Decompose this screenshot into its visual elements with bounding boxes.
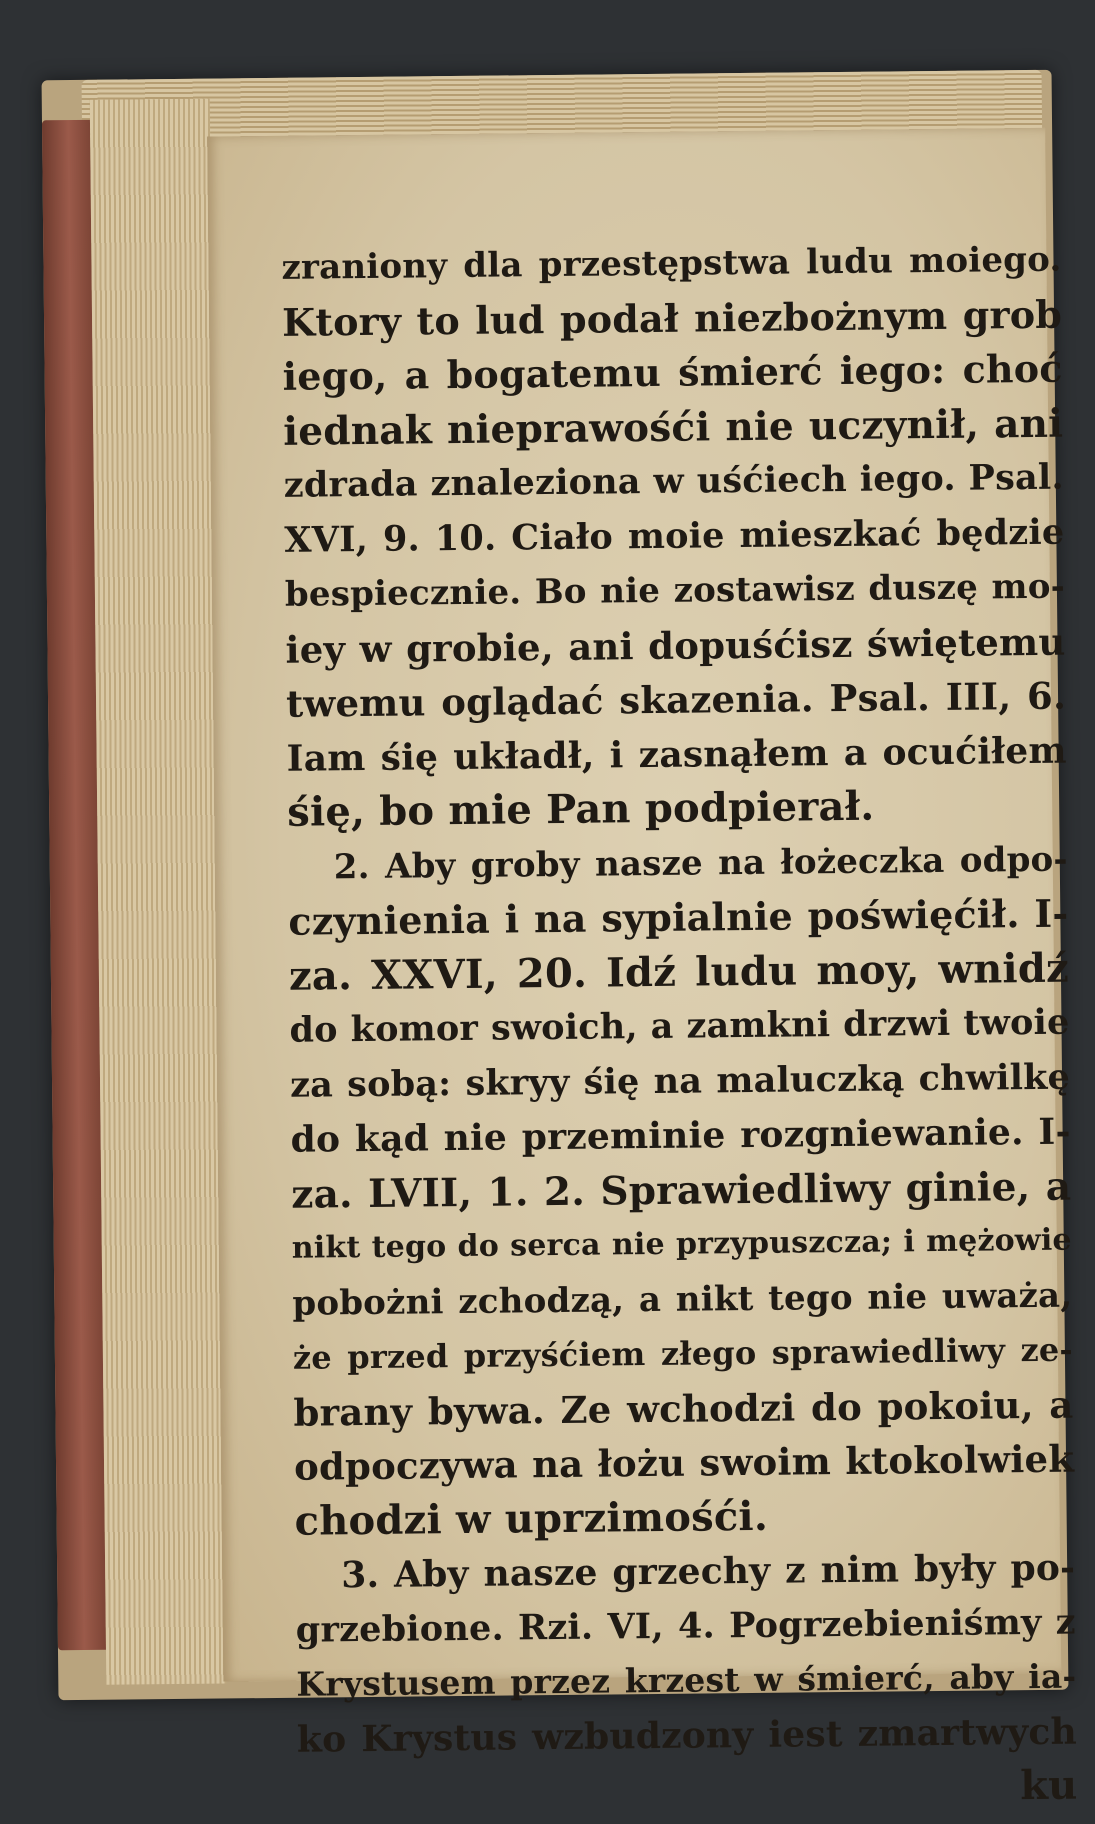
text-line: że przed przyśćiem złego sprawiedliwy ze- bbox=[292, 1330, 1074, 1377]
text-line: do komor swoich, a zamkni drzwi twoie bbox=[289, 1001, 1070, 1051]
text-line: grzebione. Rzi. VI, 4. Pogrzebieniśmy z bbox=[295, 1601, 1076, 1651]
text-line: iego, a bogatemu śmierć iego: choć bbox=[282, 345, 1063, 399]
text-line: Krystusem przez krzest w śmierć, aby ia- bbox=[296, 1656, 1077, 1704]
text-line: chodzi w uprzimośći. bbox=[294, 1492, 769, 1545]
book-page bbox=[207, 128, 1078, 1810]
top-page-edges bbox=[82, 70, 1043, 138]
text-line: ko Krystus wzbudzony iest zmartwych bbox=[296, 1710, 1078, 1761]
text-line: zraniony dla przestępstwa ludu moiego. bbox=[281, 239, 1062, 288]
text-line: za. LVII, 1. 2. Sprawiedliwy ginie, a bbox=[290, 1163, 1072, 1218]
text-line: czynienia i na sypialnie poświęćił. I- bbox=[288, 890, 1069, 944]
text-line: zdrada znaleziona w uśćiech iego. Psal. bbox=[283, 456, 1064, 506]
text-line: bespiecznie. Bo nie zostawisz duszę mo- bbox=[284, 566, 1066, 615]
catchword: ku bbox=[1020, 1761, 1078, 1810]
text-line: brany bywa. Ze wchodzi do pokoiu, a bbox=[293, 1382, 1074, 1435]
text-line: 2. Aby groby nasze na łożeczka odpo- bbox=[333, 839, 1068, 887]
text-line: 3. Aby nasze grzechy z nim były po- bbox=[340, 1546, 1076, 1597]
text-line: odpoczywa na łożu swoim ktokolwiek bbox=[293, 1436, 1075, 1489]
text-line: śię, bo mie Pan podpierał. bbox=[286, 782, 875, 836]
text-line: Ktory to lud podał niezbożnym grob bbox=[281, 291, 1063, 345]
text-line: Iam śię układł, i zasnąłem a ocućiłem bbox=[286, 729, 1067, 780]
text-line: za sobą: skryy śię na maluczką chwilkę bbox=[289, 1056, 1071, 1106]
side-page-edges bbox=[90, 99, 227, 1685]
page-text bbox=[281, 233, 1078, 1822]
book bbox=[42, 70, 1078, 1810]
text-line: nikt tego do serca nie przypuszcza; i mężowie bbox=[291, 1222, 1072, 1266]
text-line: iednak nieprawośći nie uczynił, ani bbox=[282, 400, 1064, 455]
text-line: iey w grobie, ani dopuśćisz świętemu bbox=[285, 619, 1066, 672]
text-line: twemu oglądać skazenia. Psal. III, 6. bbox=[285, 673, 1067, 726]
text-line: za. XXVI, 20. Idź ludu moy, wnidź bbox=[288, 944, 1070, 1000]
text-line: XVI, 9. 10. Ciało moie mieszkać będzie bbox=[284, 511, 1065, 561]
text-line: do kąd nie przeminie rozgniewanie. I- bbox=[290, 1110, 1071, 1161]
text-line: pobożni zchodzą, a nikt tego nie uważa, bbox=[292, 1275, 1073, 1324]
